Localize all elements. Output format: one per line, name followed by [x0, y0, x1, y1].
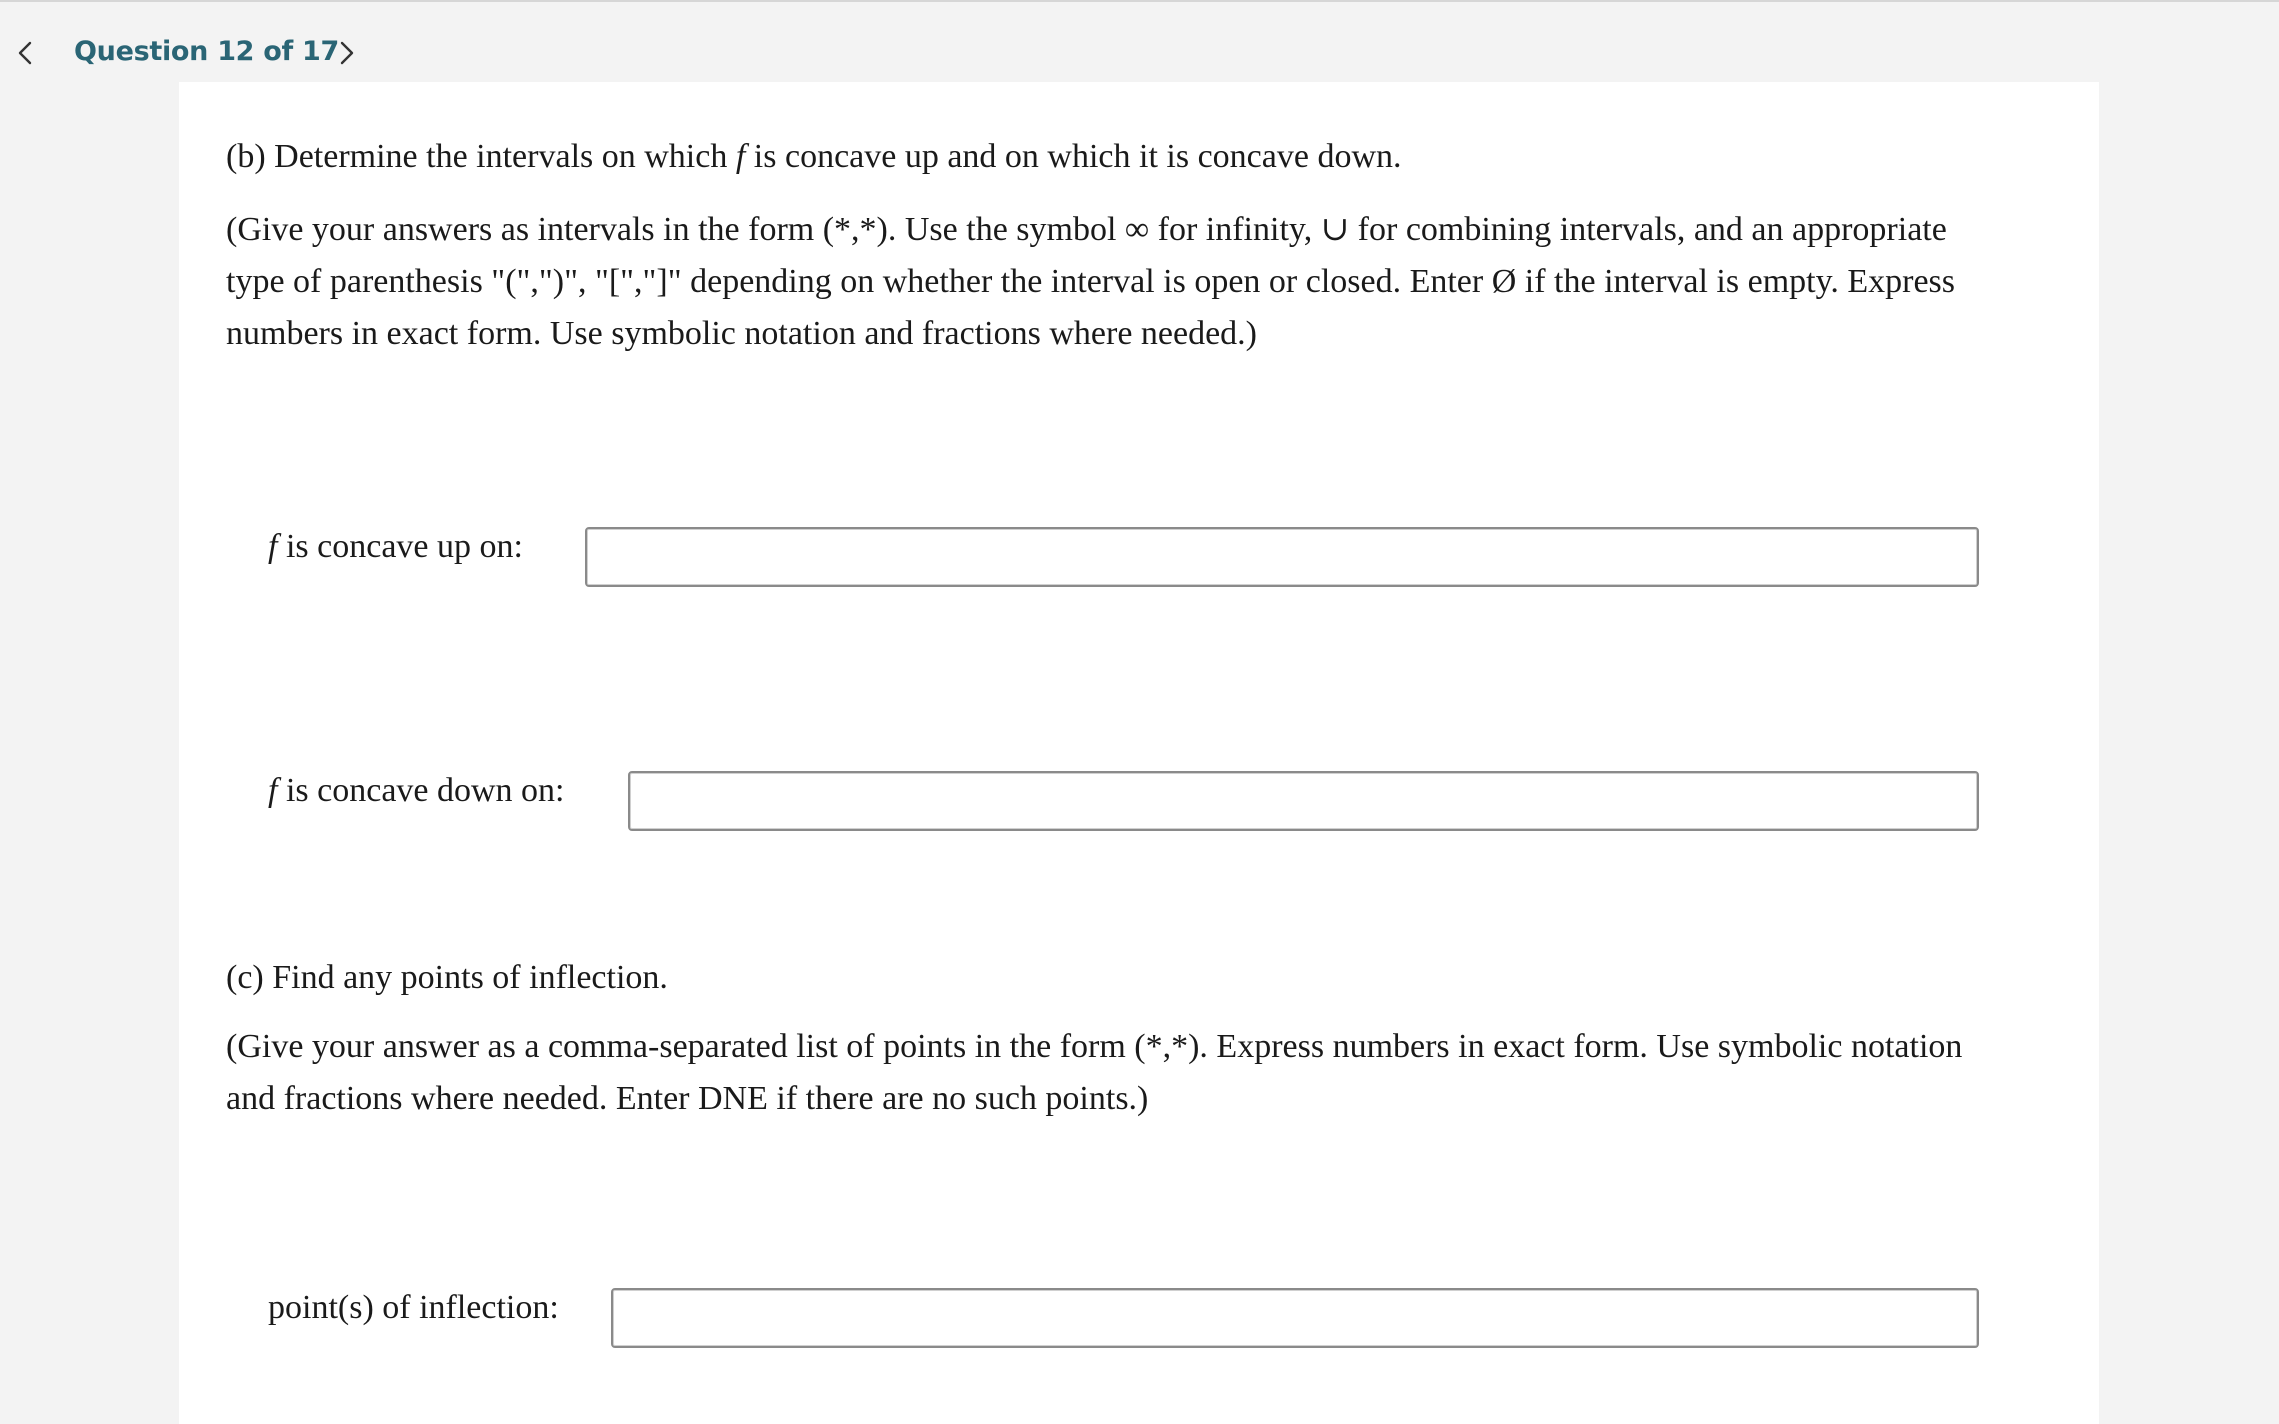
inflection-points-input[interactable] — [611, 1288, 1979, 1348]
inflection-label: point(s) of inflection: — [268, 1289, 559, 1326]
function-symbol: f — [268, 772, 278, 809]
question-counter: Question 12 of 17 — [74, 36, 340, 67]
part-c-instructions-line: and fractions where needed. Enter DNE if there are no such points.) — [226, 1080, 1149, 1117]
concave-up-label-text: is concave up on: — [277, 528, 523, 565]
part-c-prompt: (c) Find any points of inflection. — [226, 959, 668, 996]
concave-down-label — [268, 771, 565, 811]
concave-down-input[interactable] — [628, 771, 1979, 831]
next-question-button[interactable] — [333, 40, 359, 66]
part-b-instructions — [226, 204, 1955, 360]
previous-question-button[interactable] — [13, 40, 39, 66]
concave-up-input[interactable] — [585, 527, 1979, 587]
function-symbol: f — [735, 138, 746, 175]
part-b-instructions-line: (Give your answers as intervals in the form (*,*). Use the symbol ∞ for infinity, ∪ for combining intervals, and an appropriate — [226, 211, 1947, 248]
concave-down-label-text: is concave down on: — [277, 772, 565, 809]
part-b-prompt-suffix: is concave up and on which it is concave down. — [745, 138, 1402, 175]
part-b-prompt — [226, 131, 1402, 183]
part-b-instructions-line: type of parenthesis "(",")", "[","]" depending on whether the interval is open or closed. Enter Ø if the interval is empty. Express — [226, 263, 1956, 300]
part-b-instructions-line: numbers in exact form. Use symbolic notation and fractions where needed.) — [226, 315, 1258, 352]
top-divider — [0, 0, 2279, 2]
part-c-instructions — [226, 1021, 1962, 1125]
chevron-left-icon — [13, 40, 39, 66]
part-b-prompt-prefix: (b) Determine the intervals on which — [226, 138, 736, 175]
part-c-instructions-line: (Give your answer as a comma-separated list of points in the form (*,*). Express numbers in exact form. Use symbolic notation — [226, 1028, 1963, 1065]
chevron-right-icon — [333, 40, 359, 66]
concave-up-label — [268, 527, 523, 567]
question-card — [179, 82, 2099, 1424]
function-symbol: f — [268, 528, 278, 565]
